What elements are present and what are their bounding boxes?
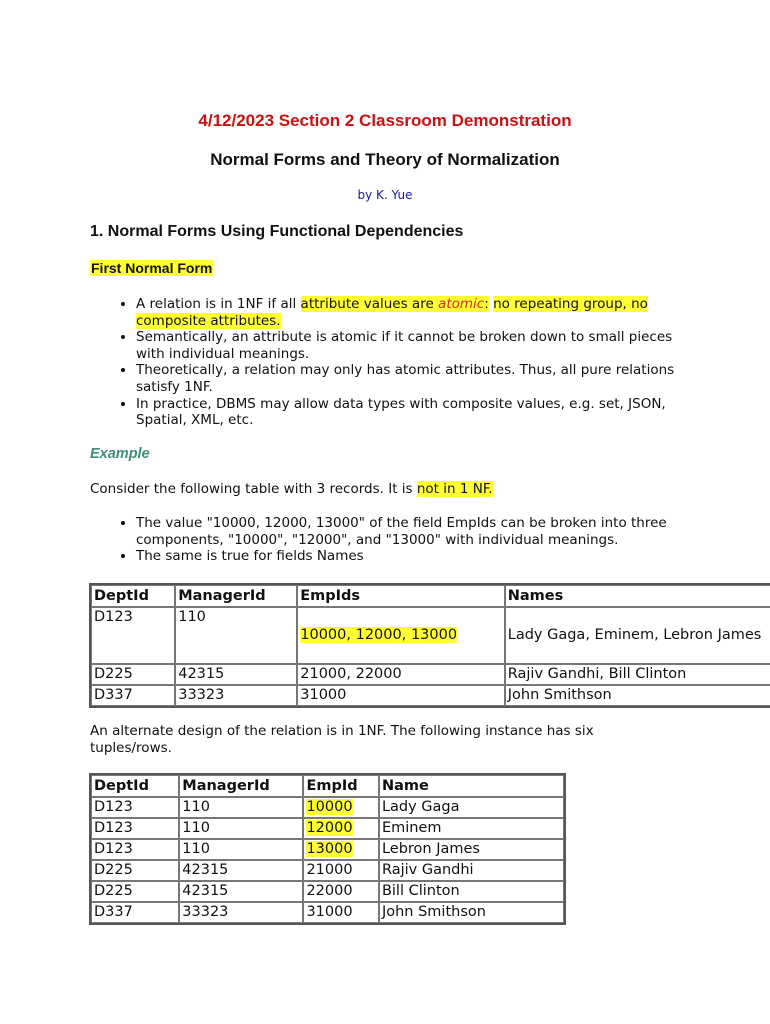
table-cell: D337: [91, 902, 179, 923]
table-cell: 31000: [297, 685, 505, 706]
highlighted-text: attribute values are: [300, 296, 439, 312]
table-cell: Lady Gaga: [379, 797, 564, 818]
column-header: Names: [505, 585, 770, 607]
example-bullet-list: [112, 515, 696, 565]
table-header-row: [91, 775, 564, 797]
table-cell: [303, 839, 379, 860]
column-header: DeptId: [91, 585, 175, 607]
table-cell: 42315: [179, 860, 303, 881]
column-header: ManagerId: [175, 585, 297, 607]
subheading-first-normal-form: First Normal Form: [91, 260, 213, 276]
table-cell: D225: [91, 881, 179, 902]
table-cell: 110: [179, 797, 303, 818]
list-item: • Semantically, an attribute is atomic if it cannot be broken down to small pieces with individual meanings.: [136, 329, 696, 362]
table-cell: D123: [91, 797, 179, 818]
table-cell: 110: [175, 607, 297, 664]
table-cell: Eminem: [379, 818, 564, 839]
example-label: Example: [90, 446, 150, 462]
consider-paragraph: [90, 481, 493, 497]
table-cell: John Smithson: [505, 685, 770, 706]
table-row: [91, 860, 564, 881]
list-item: [136, 296, 696, 329]
list-item: • In practice, DBMS may allow data types with composite values, e.g. set, JSON, Spatial, XML, etc.: [136, 396, 696, 429]
table-cell: 42315: [179, 881, 303, 902]
alternate-design-paragraph: An alternate design of the relation is in 1NF. The following instance has six tuples/rows.: [90, 723, 594, 756]
table-cell: 31000: [303, 902, 379, 923]
byline: by K. Yue: [357, 188, 413, 202]
highlighted-text: 13000: [306, 841, 353, 857]
page-title: Normal Forms and Theory of Normalization: [210, 150, 560, 169]
table-header-row: [91, 585, 770, 607]
table-row: [91, 881, 564, 902]
column-header: EmpIds: [297, 585, 505, 607]
table-cell: [303, 797, 379, 818]
column-header: ManagerId: [179, 775, 303, 797]
table-cell: 110: [179, 818, 303, 839]
non-1nf-table: [89, 583, 770, 708]
date-title: 4/12/2023 Section 2 Classroom Demonstration: [198, 111, 572, 130]
colon-text: :: [484, 296, 489, 312]
table-cell: Bill Clinton: [379, 881, 564, 902]
table-cell: Rajiv Gandhi, Bill Clinton: [505, 664, 770, 685]
highlighted-text: not in 1 NF.: [416, 481, 493, 497]
table-cell: [303, 818, 379, 839]
table-cell: D225: [91, 664, 175, 685]
table-cell: 33323: [175, 685, 297, 706]
table-cell: 33323: [179, 902, 303, 923]
list-item: • The value "10000, 12000, 13000" of the field EmpIds can be broken into three components, "10000", "12000", and "13000" with individual meanings.: [136, 515, 696, 548]
table-cell: D337: [91, 685, 175, 706]
table-cell: 110: [179, 839, 303, 860]
highlighted-text: 10000: [306, 799, 353, 815]
list-item: • The same is true for fields Names: [136, 548, 696, 565]
table-cell: D123: [91, 839, 179, 860]
table-cell: D123: [91, 818, 179, 839]
table-cell: Lady Gaga, Eminem, Lebron James: [505, 607, 770, 664]
table-cell: Rajiv Gandhi: [379, 860, 564, 881]
table-cell: 21000, 22000: [297, 664, 505, 685]
table-cell: 21000: [303, 860, 379, 881]
column-header: DeptId: [91, 775, 179, 797]
table-row: [91, 685, 770, 706]
consider-text: Consider the following table with 3 records. It is: [90, 481, 417, 497]
table-cell: John Smithson: [379, 902, 564, 923]
table-cell: D123: [91, 607, 175, 664]
1nf-table: [89, 773, 566, 925]
table-row: [91, 607, 770, 664]
table-cell: D225: [91, 860, 179, 881]
table-cell: 22000: [303, 881, 379, 902]
1nf-bullet-list: [112, 296, 696, 429]
table-row: [91, 902, 564, 923]
table-row: [91, 818, 564, 839]
list-item: • Theoretically, a relation may only has atomic attributes. Thus, all pure relations satisfy 1NF.: [136, 362, 696, 395]
bullet-text: A relation is in 1NF if all: [136, 296, 301, 312]
table-cell: [297, 607, 505, 664]
highlighted-text: no repeating group, no composite attributes.: [136, 296, 648, 329]
table-row: [91, 797, 564, 818]
column-header: EmpId: [303, 775, 379, 797]
highlighted-text: 10000, 12000, 13000: [300, 627, 458, 643]
section-heading: 1. Normal Forms Using Functional Dependencies: [90, 223, 464, 240]
highlighted-text: 12000: [306, 820, 353, 836]
table-cell: Lebron James: [379, 839, 564, 860]
table-row: [91, 664, 770, 685]
table-row: [91, 839, 564, 860]
table-cell: 42315: [175, 664, 297, 685]
atomic-emphasis: atomic: [438, 296, 485, 312]
column-header: Name: [379, 775, 564, 797]
